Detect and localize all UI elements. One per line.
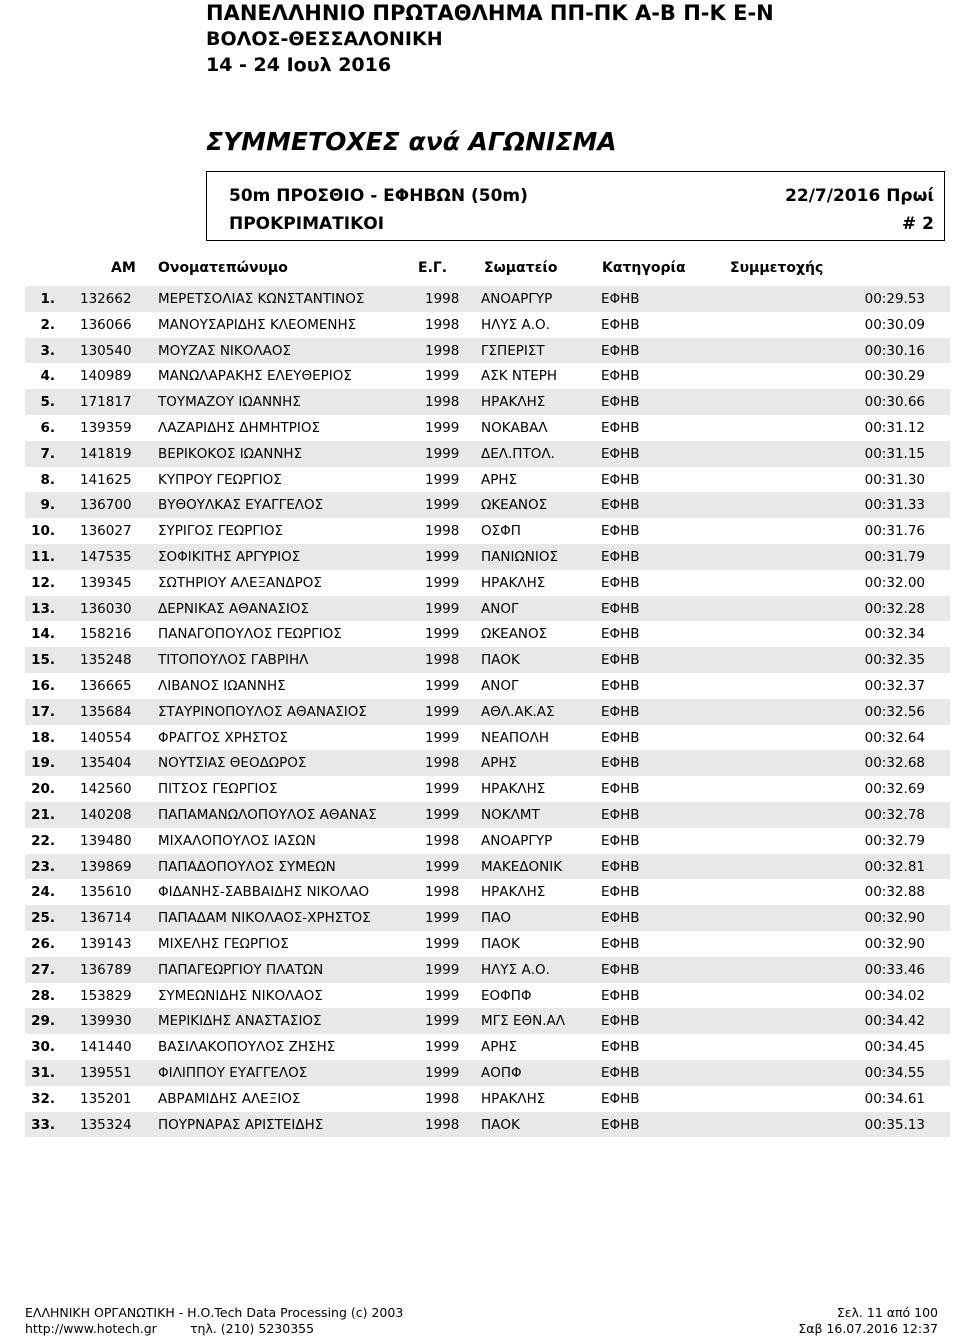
table-row	[25, 828, 950, 854]
entry-category: ΕΦΗΒ	[601, 1116, 640, 1133]
entry-rank: 20.	[31, 781, 55, 798]
entry-rank: 11.	[31, 548, 55, 565]
entry-time: 00:34.42	[864, 1013, 925, 1030]
entry-time: 00:32.69	[864, 781, 925, 798]
footer-org: ΕΛΛΗΝΙΚΗ ΟΡΓΑΝΩΤΙΚΗ - Η.Ο.Tech Data Processing (c) 2003	[25, 1305, 404, 1320]
entry-club: ΕΟΦΠΦ	[481, 987, 532, 1004]
entry-category: ΕΦΗΒ	[601, 445, 640, 462]
event-name: 50m ΠΡΟΣΘΙΟ - ΕΦΗΒΩΝ (50m)	[229, 186, 528, 206]
entry-year: 1999	[425, 806, 460, 823]
entry-rank: 9.	[40, 497, 55, 514]
entry-category: ΕΦΗΒ	[601, 316, 640, 333]
entry-am: 139359	[80, 419, 132, 436]
entry-am: 136714	[80, 910, 132, 927]
entry-rank: 19.	[31, 755, 55, 772]
entry-category: ΕΦΗΒ	[601, 832, 640, 849]
entry-category: ΕΦΗΒ	[601, 652, 640, 669]
entry-year: 1999	[425, 548, 460, 565]
entry-category: ΕΦΗΒ	[601, 755, 640, 772]
entry-club: ΓΣΠΕΡΙΣΤ	[481, 342, 545, 359]
entry-club: ΑΝΟΓ	[481, 677, 519, 694]
dates-title: 14 - 24 Ιουλ 2016	[206, 54, 392, 76]
entry-name: ΤΙΤΟΠΟΥΛΟΣ ΓΑΒΡΙΗΛ	[158, 652, 309, 669]
location-title: ΒΟΛΟΣ-ΘΕΣΣΑΛΟΝΙΚΗ	[206, 28, 443, 50]
table-row	[25, 647, 950, 673]
table-row	[25, 983, 950, 1009]
table-row	[25, 699, 950, 725]
entry-time: 00:34.55	[864, 1064, 925, 1081]
entry-name: ΜΕΡΕΤΣΟΛΙΑΣ ΚΩΝΣΤΑΝΤΙΝΟΣ	[158, 291, 365, 307]
entry-club: ΗΛΥΣ Α.Ο.	[481, 961, 550, 978]
entry-year: 1998	[425, 316, 460, 333]
entry-name: ΦΙΛΙΠΠΟΥ ΕΥΑΓΓΕΛΟΣ	[158, 1064, 308, 1081]
entry-year: 1999	[425, 626, 460, 643]
entry-year: 1999	[425, 858, 460, 875]
entry-category: ΕΦΗΒ	[601, 703, 640, 720]
entry-year: 1999	[425, 1039, 460, 1056]
entry-year: 1999	[425, 368, 460, 385]
entry-club: ΜΓΣ ΕΘΝ.ΑΛ	[481, 1013, 566, 1030]
entry-club: ΝΟΚΑΒΑΛ	[481, 419, 548, 436]
entry-name: ΜΑΝΟΥΣΑΡΙΔΗΣ ΚΛΕΟΜΕΝΗΣ	[158, 316, 357, 333]
entry-am: 141440	[80, 1039, 132, 1056]
entry-rank: 24.	[31, 884, 55, 901]
entry-club: ΗΡΑΚΛΗΣ	[481, 394, 546, 411]
entry-category: ΕΦΗΒ	[601, 471, 640, 488]
entry-year: 1999	[425, 961, 460, 978]
entry-time: 00:32.34	[864, 626, 925, 643]
table-row	[25, 1060, 950, 1086]
entry-year: 1999	[425, 1064, 460, 1081]
entry-category: ΕΦΗΒ	[601, 858, 640, 875]
entry-time: 00:32.78	[864, 806, 925, 823]
entry-name: ΒΕΡΙΚΟΚΟΣ ΙΩΑΝΝΗΣ	[158, 445, 303, 462]
entry-category: ΕΦΗΒ	[601, 884, 640, 901]
entries-table	[25, 286, 950, 1137]
footer-printed: Σαβ 16.07.2016 12:37	[798, 1321, 938, 1336]
entry-time: 00:32.90	[864, 935, 925, 952]
entry-club: ΗΡΑΚΛΗΣ	[481, 781, 546, 798]
entry-club: ΑΡΗΣ	[481, 471, 518, 488]
entry-am: 147535	[80, 548, 132, 565]
entry-name: ΔΕΡΝΙΚΑΣ ΑΘΑΝΑΣΙΟΣ	[158, 600, 309, 617]
entry-time: 00:31.79	[864, 548, 925, 565]
entry-am: 153829	[80, 987, 132, 1004]
table-row	[25, 1086, 950, 1112]
entry-year: 1999	[425, 471, 460, 488]
entry-time: 00:31.12	[864, 419, 925, 436]
entry-club: ΗΡΑΚΛΗΣ	[481, 1090, 546, 1107]
entry-name: ΣΟΦΙΚΙΤΗΣ ΑΡΓΥΡΙΟΣ	[158, 548, 301, 565]
entry-category: ΕΦΗΒ	[601, 548, 640, 565]
entry-time: 00:35.13	[864, 1116, 925, 1133]
entry-rank: 8.	[40, 471, 55, 488]
event-phase: ΠΡΟΚΡΙΜΑΤΙΚΟΙ	[229, 214, 385, 234]
entry-rank: 4.	[40, 368, 55, 385]
entry-name: ΣΤΑΥΡΙΝΟΠΟΥΛΟΣ ΑΘΑΝΑΣΙΟΣ	[158, 703, 367, 720]
table-row	[25, 673, 950, 699]
table-row	[25, 854, 950, 880]
entry-time: 00:32.28	[864, 600, 925, 617]
table-row	[25, 750, 950, 776]
entry-am: 141819	[80, 445, 132, 462]
entry-name: ΛΑΖΑΡΙΔΗΣ ΔΗΜΗΤΡΙΟΣ	[158, 419, 320, 436]
footer-page: Σελ. 11 από 100	[836, 1305, 938, 1320]
entry-name: ΝΟΥΤΣΙΑΣ ΘΕΟΔΩΡΟΣ	[158, 755, 307, 772]
entry-club: ΔΕΛ.ΠΤΟΛ.	[481, 445, 555, 462]
entry-club: ΠΑΟΚ	[481, 1116, 520, 1133]
heat-number: # 2	[902, 214, 934, 234]
entry-time: 00:30.09	[864, 316, 925, 333]
entry-name: ΠΑΠΑΓΕΩΡΓΙΟΥ ΠΛΑΤΩΝ	[158, 961, 324, 978]
event-box	[206, 171, 945, 241]
entry-name: ΑΒΡΑΜΙΔΗΣ ΑΛΕΞΙΟΣ	[158, 1090, 301, 1107]
table-row	[25, 338, 950, 364]
entry-club: ΑΝΟΓ	[481, 600, 519, 617]
entry-name: ΜΙΧΕΛΗΣ ΓΕΩΡΓΙΟΣ	[158, 935, 289, 952]
entry-am: 136030	[80, 600, 132, 617]
entry-time: 00:30.29	[864, 368, 925, 385]
column-header-year: Ε.Γ.	[418, 260, 448, 276]
entry-club: ΠΑΟΚ	[481, 935, 520, 952]
entry-am: 135684	[80, 703, 132, 720]
entry-time: 00:34.45	[864, 1039, 925, 1056]
entry-name: ΜΑΝΩΛΑΡΑΚΗΣ ΕΛΕΥΘΕΡΙΟΣ	[158, 368, 352, 385]
entry-rank: 28.	[31, 987, 55, 1004]
entry-year: 1998	[425, 884, 460, 901]
entry-rank: 21.	[31, 806, 55, 823]
entry-name: ΜΕΡΙΚΙΔΗΣ ΑΝΑΣΤΑΣΙΟΣ	[158, 1013, 322, 1030]
entry-time: 00:31.30	[864, 471, 925, 488]
entry-rank: 23.	[31, 858, 55, 875]
entry-rank: 5.	[40, 394, 55, 411]
entry-category: ΕΦΗΒ	[601, 419, 640, 436]
entry-rank: 32.	[31, 1090, 55, 1107]
event-date: 22/7/2016 Πρωί	[785, 186, 934, 206]
entry-time: 00:34.61	[864, 1090, 925, 1107]
entry-club: ΗΡΑΚΛΗΣ	[481, 574, 546, 591]
entry-rank: 2.	[40, 316, 55, 333]
entry-am: 140554	[80, 729, 132, 746]
table-row	[25, 363, 950, 389]
entry-am: 140208	[80, 806, 132, 823]
entry-year: 1999	[425, 1013, 460, 1030]
entry-time: 00:32.90	[864, 910, 925, 927]
entry-rank: 31.	[31, 1064, 55, 1081]
entry-rank: 17.	[31, 703, 55, 720]
entry-am: 135404	[80, 755, 132, 772]
entry-am: 158216	[80, 626, 132, 643]
table-row	[25, 389, 950, 415]
entry-time: 00:32.88	[864, 884, 925, 901]
entry-category: ΕΦΗΒ	[601, 910, 640, 927]
entry-category: ΕΦΗΒ	[601, 523, 640, 540]
entry-am: 171817	[80, 394, 132, 411]
entry-time: 00:32.00	[864, 574, 925, 591]
entry-category: ΕΦΗΒ	[601, 935, 640, 952]
entry-club: ΜΑΚΕΔΟΝΙΚ	[481, 858, 563, 875]
entry-time: 00:32.79	[864, 832, 925, 849]
entry-category: ΕΦΗΒ	[601, 342, 640, 359]
entry-name: ΠΑΠΑΜΑΝΩΛΟΠΟΥΛΟΣ ΑΘΑΝΑΣ	[158, 806, 377, 823]
entry-name: ΣΩΤΗΡΙΟΥ ΑΛΕΞΑΝΔΡΟΣ	[158, 574, 322, 591]
entry-name: ΠΟΥΡΝΑΡΑΣ ΑΡΙΣΤΕΙΔΗΣ	[158, 1116, 324, 1133]
entry-year: 1998	[425, 755, 460, 772]
entry-time: 00:31.15	[864, 445, 925, 462]
entry-club: ΑΡΗΣ	[481, 1039, 518, 1056]
table-row	[25, 286, 950, 312]
entry-club: ΝΕΑΠΟΛΗ	[481, 729, 550, 746]
entry-year: 1998	[425, 394, 460, 411]
entry-year: 1999	[425, 574, 460, 591]
entry-time: 00:34.02	[864, 987, 925, 1004]
column-header-category: Κατηγορία	[602, 260, 686, 276]
entry-year: 1999	[425, 677, 460, 694]
entry-am: 135248	[80, 652, 132, 669]
table-row	[25, 621, 950, 647]
table-row	[25, 596, 950, 622]
entry-rank: 14.	[31, 626, 55, 643]
entry-name: ΠΑΝΑΓΟΠΟΥΛΟΣ ΓΕΩΡΓΙΟΣ	[158, 626, 342, 643]
entry-club: ΑΣΚ ΝΤΕΡΗ	[481, 368, 558, 385]
entry-name: ΒΥΘΟΥΛΚΑΣ ΕΥΑΓΓΕΛΟΣ	[158, 497, 324, 514]
table-row	[25, 415, 950, 441]
table-row	[25, 467, 950, 493]
entry-time: 00:32.64	[864, 729, 925, 746]
entry-am: 139143	[80, 935, 132, 952]
entry-year: 1998	[425, 342, 460, 359]
column-header-am: ΑΜ	[111, 260, 136, 276]
entry-time: 00:31.76	[864, 523, 925, 540]
entry-rank: 15.	[31, 652, 55, 669]
entry-category: ΕΦΗΒ	[601, 1039, 640, 1056]
entry-time: 00:29.53	[864, 291, 925, 307]
entry-rank: 12.	[31, 574, 55, 591]
entry-club: ΑΟΠΦ	[481, 1064, 522, 1081]
entry-category: ΕΦΗΒ	[601, 1064, 640, 1081]
entry-category: ΕΦΗΒ	[601, 987, 640, 1004]
entry-am: 142560	[80, 781, 132, 798]
entry-am: 136066	[80, 316, 132, 333]
entry-name: ΠΑΠΑΔΟΠΟΥΛΟΣ ΣΥΜΕΩΝ	[158, 858, 336, 875]
entry-rank: 13.	[31, 600, 55, 617]
table-row	[25, 957, 950, 983]
entry-am: 136789	[80, 961, 132, 978]
table-row	[25, 725, 950, 751]
table-row	[25, 441, 950, 467]
entry-am: 136027	[80, 523, 132, 540]
entry-am: 139345	[80, 574, 132, 591]
entry-time: 00:33.46	[864, 961, 925, 978]
column-header-name: Ονοματεπώνυμο	[158, 260, 288, 276]
entry-category: ΕΦΗΒ	[601, 1013, 640, 1030]
entry-rank: 22.	[31, 832, 55, 849]
entry-club: ΑΘΛ.ΑΚ.ΑΣ	[481, 703, 555, 720]
table-row	[25, 1112, 950, 1138]
entry-category: ΕΦΗΒ	[601, 781, 640, 798]
entry-name: ΒΑΣΙΛΑΚΟΠΟΥΛΟΣ ΖΗΣΗΣ	[158, 1039, 336, 1056]
entry-time: 00:30.16	[864, 342, 925, 359]
entry-am: 135201	[80, 1090, 132, 1107]
entry-name: ΦΡΑΓΓΟΣ ΧΡΗΣΤΟΣ	[158, 729, 288, 746]
entry-category: ΕΦΗΒ	[601, 961, 640, 978]
entry-category: ΕΦΗΒ	[601, 291, 640, 307]
entry-time: 00:32.68	[864, 755, 925, 772]
entry-year: 1998	[425, 1090, 460, 1107]
entry-rank: 7.	[40, 445, 55, 462]
entry-rank: 16.	[31, 677, 55, 694]
table-row	[25, 776, 950, 802]
entry-am: 135324	[80, 1116, 132, 1133]
entry-name: ΛΙΒΑΝΟΣ ΙΩΑΝΝΗΣ	[158, 677, 286, 694]
entry-am: 139480	[80, 832, 132, 849]
entry-year: 1999	[425, 935, 460, 952]
entry-year: 1999	[425, 781, 460, 798]
entry-club: ΑΝΟΑΡΓΥΡ	[481, 832, 553, 849]
entry-rank: 27.	[31, 961, 55, 978]
entry-year: 1999	[425, 445, 460, 462]
entry-am: 140989	[80, 368, 132, 385]
entry-category: ΕΦΗΒ	[601, 626, 640, 643]
entry-rank: 33.	[31, 1116, 55, 1133]
entry-category: ΕΦΗΒ	[601, 497, 640, 514]
entry-club: ΑΝΟΑΡΓΥΡ	[481, 291, 553, 307]
column-header-entry: Συμμετοχής	[730, 260, 824, 276]
entry-category: ΕΦΗΒ	[601, 1090, 640, 1107]
entry-year: 1999	[425, 600, 460, 617]
entry-time: 00:30.66	[864, 394, 925, 411]
table-row	[25, 312, 950, 338]
championship-title: ΠΑΝΕΛΛΗΝΙΟ ΠΡΩΤΑΘΛΗΜΑ ΠΠ-ΠΚ Α-Β Π-Κ Ε-Ν	[206, 1, 774, 25]
entry-time: 00:32.35	[864, 652, 925, 669]
entry-category: ΕΦΗΒ	[601, 677, 640, 694]
entry-year: 1999	[425, 419, 460, 436]
entry-club: ΑΡΗΣ	[481, 755, 518, 772]
entry-year: 1999	[425, 729, 460, 746]
entry-am: 139930	[80, 1013, 132, 1030]
entry-year: 1998	[425, 291, 460, 307]
table-row	[25, 1034, 950, 1060]
entry-year: 1999	[425, 910, 460, 927]
entry-rank: 18.	[31, 729, 55, 746]
entry-am: 135610	[80, 884, 132, 901]
entry-rank: 29.	[31, 1013, 55, 1030]
table-row	[25, 1008, 950, 1034]
entry-category: ΕΦΗΒ	[601, 368, 640, 385]
entry-name: ΚΥΠΡΟΥ ΓΕΩΡΓΙΟΣ	[158, 471, 282, 488]
entry-name: ΦΙΔΑΝΗΣ-ΣΑΒΒΑΙΔΗΣ ΝΙΚΟΛΑΟ	[158, 884, 370, 901]
table-row	[25, 931, 950, 957]
entry-am: 136665	[80, 677, 132, 694]
entry-club: ΩΚΕΑΝΟΣ	[481, 626, 548, 643]
table-row	[25, 570, 950, 596]
entry-year: 1999	[425, 497, 460, 514]
entry-am: 132662	[80, 291, 132, 307]
entry-club: ΟΣΦΠ	[481, 523, 521, 540]
entry-club: ΝΟΚΛΜΤ	[481, 806, 540, 823]
entry-time: 00:32.81	[864, 858, 925, 875]
entry-club: ΗΡΑΚΛΗΣ	[481, 884, 546, 901]
entry-name: ΜΙΧΑΛΟΠΟΥΛΟΣ ΙΑΣΩΝ	[158, 832, 316, 849]
entry-name: ΠΙΤΣΟΣ ΓΕΩΡΓΙΟΣ	[158, 781, 278, 798]
entry-club: ΠΑΟΚ	[481, 652, 520, 669]
entry-rank: 10.	[31, 523, 55, 540]
entry-name: ΣΥΡΙΓΟΣ ΓΕΩΡΓΙΟΣ	[158, 523, 284, 540]
entry-am: 139551	[80, 1064, 132, 1081]
entry-year: 1998	[425, 652, 460, 669]
entry-am: 141625	[80, 471, 132, 488]
entry-club: ΩΚΕΑΝΟΣ	[481, 497, 548, 514]
table-row	[25, 802, 950, 828]
entry-club: ΠΑΝΙΩΝΙΟΣ	[481, 548, 559, 565]
entry-name: ΠΑΠΑΔΑΜ ΝΙΚΟΛΑΟΣ-ΧΡΗΣΤΟΣ	[158, 910, 371, 927]
column-header-club: Σωματείο	[484, 260, 558, 276]
entry-name: ΤΟΥΜΑΖΟΥ ΙΩΑΝΝΗΣ	[158, 394, 301, 411]
entry-category: ΕΦΗΒ	[601, 729, 640, 746]
entry-year: 1998	[425, 523, 460, 540]
entry-am: 130540	[80, 342, 132, 359]
table-row	[25, 879, 950, 905]
table-row	[25, 492, 950, 518]
entry-club: ΠΑΟ	[481, 910, 512, 927]
entry-year: 1998	[425, 832, 460, 849]
entry-category: ΕΦΗΒ	[601, 600, 640, 617]
entry-year: 1999	[425, 703, 460, 720]
table-row	[25, 518, 950, 544]
entry-year: 1999	[425, 987, 460, 1004]
entry-time: 00:31.33	[864, 497, 925, 514]
entry-category: ΕΦΗΒ	[601, 806, 640, 823]
table-row	[25, 905, 950, 931]
entry-rank: 6.	[40, 419, 55, 436]
entry-rank: 3.	[40, 342, 55, 359]
entry-year: 1998	[425, 1116, 460, 1133]
entry-rank: 30.	[31, 1039, 55, 1056]
entry-rank: 25.	[31, 910, 55, 927]
table-row	[25, 544, 950, 570]
entry-club: ΗΛΥΣ Α.Ο.	[481, 316, 550, 333]
entry-category: ΕΦΗΒ	[601, 394, 640, 411]
entry-time: 00:32.56	[864, 703, 925, 720]
entry-time: 00:32.37	[864, 677, 925, 694]
entry-name: ΜΟΥΖΑΣ ΝΙΚΟΛΑΟΣ	[158, 342, 292, 359]
entry-name: ΣΥΜΕΩΝΙΔΗΣ ΝΙΚΟΛΑΟΣ	[158, 987, 323, 1004]
entry-category: ΕΦΗΒ	[601, 574, 640, 591]
entry-rank: 1.	[40, 291, 55, 307]
section-title: ΣΥΜΜΕΤΟΧΕΣ ανά ΑΓΩΝΙΣΜΑ	[206, 127, 617, 156]
entry-am: 139869	[80, 858, 132, 875]
footer-phone: τηλ. (210) 5230355	[190, 1321, 315, 1336]
entry-rank: 26.	[31, 935, 55, 952]
entry-am: 136700	[80, 497, 132, 514]
footer-web: http://www.hotech.gr	[25, 1321, 157, 1336]
